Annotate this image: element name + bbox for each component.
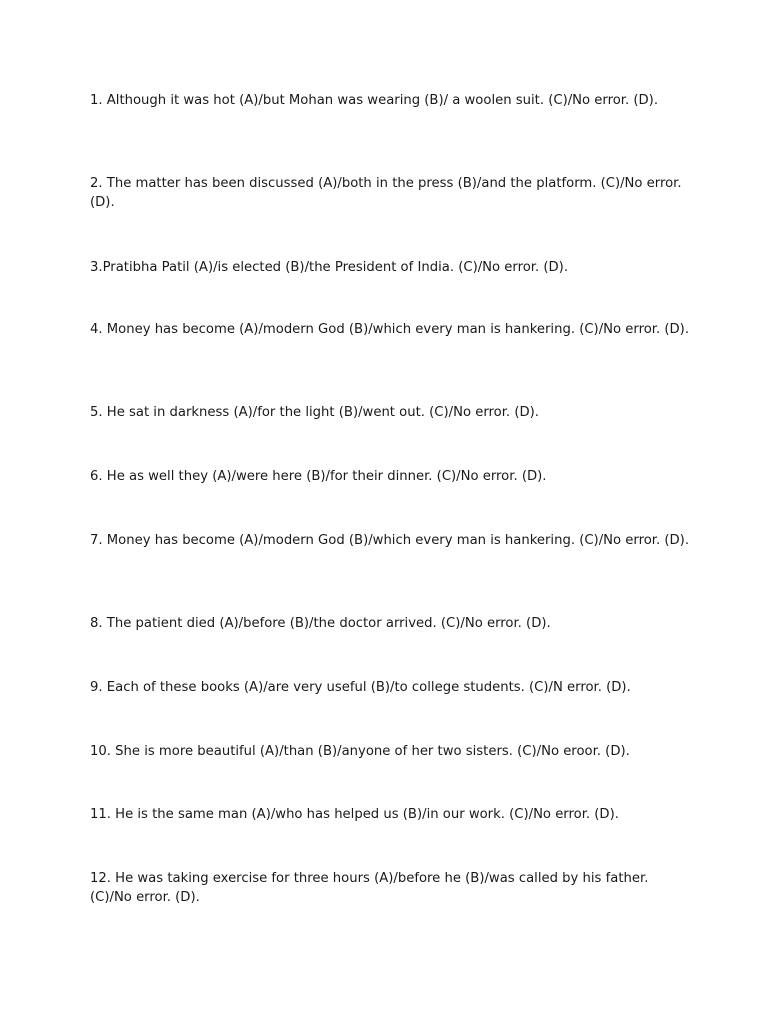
question-4: 4. Money has become (A)/modern God (B)/which every man is hankering. (C)/No error. (D). [90, 322, 690, 337]
question-7: 7. Money has become (A)/modern God (B)/which every man is hankering. (C)/No error. (D). [90, 533, 690, 548]
question-10: 10. She is more beautiful (A)/than (B)/anyone of her two sisters. (C)/No eroor. (D). [90, 744, 630, 759]
question-11: 11. He is the same man (A)/who has helped us (B)/in our work. (C)/No error. (D). [90, 807, 619, 822]
question-12: 12. He was taking exercise for three hours (A)/before he (B)/was called by his father. (C)/No error. (D). [90, 871, 649, 905]
question-1: 1. Although it was hot (A)/but Mohan was wearing (B)/ a woolen suit. (C)/No error. (D). [90, 93, 659, 108]
question-6: 6. He as well they (A)/were here (B)/for their dinner. (C)/No error. (D). [90, 469, 547, 484]
question-5: 5. He sat in darkness (A)/for the light (B)/went out. (C)/No error. (D). [90, 405, 539, 420]
question-9: 9. Each of these books (A)/are very useful (B)/to college students. (C)/N error. (D). [90, 680, 631, 695]
question-3: 3.Pratibha Patil (A)/is elected (B)/the President of India. (C)/No error. (D). [90, 260, 569, 275]
question-8: 8. The patient died (A)/before (B)/the doctor arrived. (C)/No error. (D). [90, 616, 551, 631]
question-2: 2. The matter has been discussed (A)/both in the press (B)/and the platform. (C)/No error. (D). [90, 176, 682, 210]
